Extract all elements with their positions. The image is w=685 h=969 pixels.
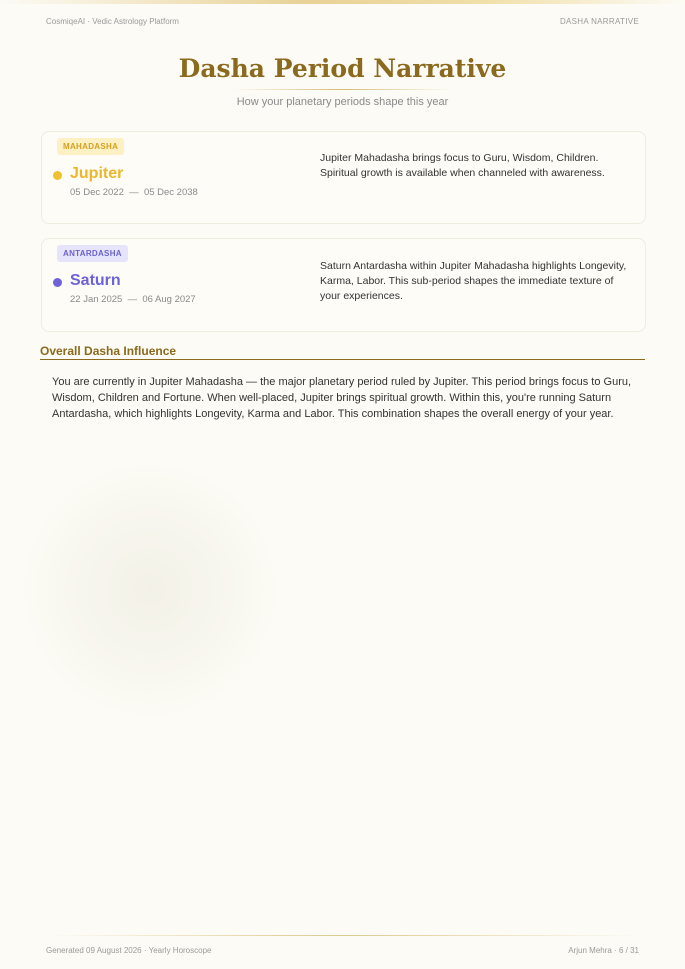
- page-subtitle: How your planetary periods shape this year: [236, 96, 449, 108]
- antardasha-card: [41, 238, 646, 332]
- section-label: DASHA NARRATIVE: [559, 17, 639, 26]
- antardasha-planet: Saturn: [70, 272, 121, 289]
- header-separator: ·: [87, 17, 91, 26]
- footer-separator: ·: [143, 946, 147, 955]
- header-brand-line: [46, 17, 179, 26]
- mahadasha-end: 05 Dec 2038: [143, 187, 198, 198]
- brand-name: CosmiqeAI: [46, 17, 86, 26]
- mahadasha-dates: [70, 187, 198, 198]
- watermark-emblem: [20, 460, 280, 720]
- antardasha-description: Saturn Antardasha within Jupiter Mahadasha highlights Longevity, Karma, Labor. This sub-period shapes the immediate texture of your experiences.: [320, 260, 627, 302]
- page-footer: [46, 946, 639, 955]
- influence-heading: Overall Dasha Influence: [40, 344, 177, 358]
- mahadasha-badge: MAHADASHA: [57, 138, 124, 155]
- user-name: Arjun Mehra: [568, 946, 612, 955]
- page-number: 6 / 31: [618, 946, 639, 955]
- footer-left: [46, 946, 211, 955]
- mahadasha-description: Jupiter Mahadasha brings focus to Guru, Wisdom, Children. Spiritual growth is available when channeled with awareness.: [320, 152, 605, 179]
- date-dash: —: [127, 294, 138, 305]
- footer-right: [568, 946, 639, 955]
- antardasha-badge: ANTARDASHA: [57, 245, 128, 262]
- top-accent-bar: [0, 0, 685, 4]
- footer-separator: ·: [614, 946, 617, 955]
- page-title: Dasha Period Narrative: [178, 54, 507, 83]
- platform-name: Vedic Astrology Platform: [92, 17, 179, 26]
- report-name: Yearly Horoscope: [148, 946, 212, 955]
- mahadasha-start: 05 Dec 2022: [70, 187, 124, 198]
- antardasha-dates: [70, 294, 196, 305]
- date-dash: —: [129, 187, 139, 198]
- title-divider: [232, 89, 452, 90]
- antardasha-start: 22 Jan 2025: [70, 294, 123, 305]
- antardasha-end: 06 Aug 2027: [142, 294, 196, 305]
- mahadasha-card: [41, 131, 646, 224]
- saturn-dot-icon: [53, 278, 62, 287]
- generated-date: Generated 09 August 2026: [46, 946, 142, 955]
- mahadasha-planet: Jupiter: [70, 165, 124, 182]
- influence-body: You are currently in Jupiter Mahadasha — the major planetary period ruled by Jupiter. This period brings focus to Guru, Wisdom, Children and Fortune. When well-placed, Jupiter brings spiritual growth. Within this, you're running Saturn Antardasha, which highlights Longevity, Karma and Labor. This combination shapes the overall energy of your year.: [52, 376, 632, 420]
- influence-divider: [40, 359, 645, 360]
- page-header: [46, 17, 639, 26]
- jupiter-dot-icon: [53, 171, 62, 180]
- footer-divider: [46, 935, 639, 936]
